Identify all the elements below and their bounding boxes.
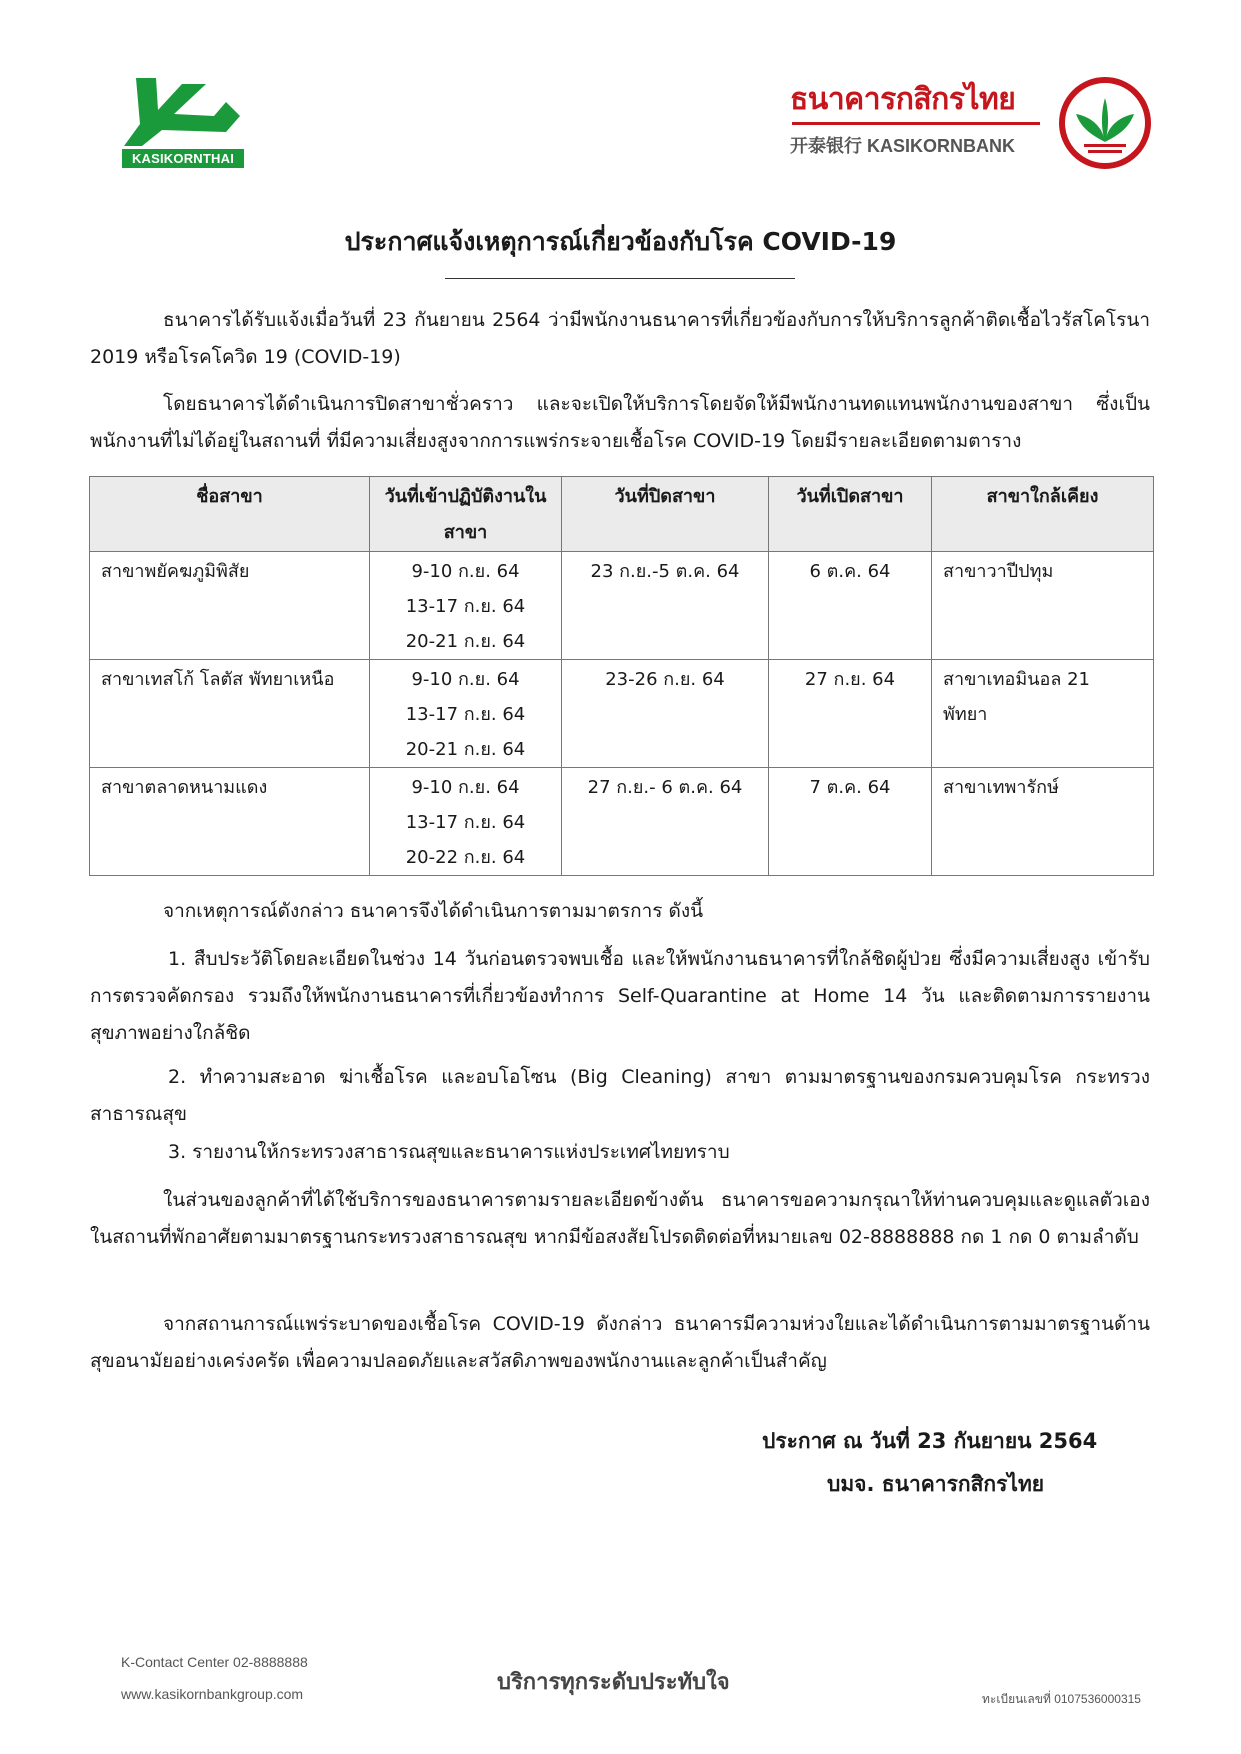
announcement-date: ประกาศ ณ วันที่ 23 กันยายน 2564: [762, 1429, 1098, 1453]
work-dates: [370, 768, 562, 876]
col-open-date: วันที่เปิดสาขา: [769, 477, 932, 552]
kbank-emblem-icon: [1058, 76, 1152, 170]
close-date: 23 ก.ย.-5 ต.ค. 64: [562, 552, 769, 660]
measure-item-2: 2. ทำความสะอาด ฆ่าเชื้อโรค และอบโอโซน (Big Cleaning) สาขา ตามมาตรฐานของกรมควบคุมโรค กระทรวงสาธารณสุข: [90, 1066, 1150, 1125]
bank-name-latin: KASIKORNBANK: [867, 136, 1016, 156]
slogan: บริการทุกระดับประทับใจ: [497, 1670, 730, 1695]
work-dates: [370, 660, 562, 768]
close-date: 27 ก.ย.- 6 ต.ค. 64: [562, 768, 769, 876]
contact-center: K-Contact Center 02-8888888: [121, 1654, 308, 1670]
table-row: [90, 552, 1154, 660]
measure-item-1: 1. สืบประวัติโดยละเอียดในช่วง 14 วันก่อนตรวจพบเชื้อ และให้พนักงานธนาคารที่ใกล้ชิดผู้ป่วย ซึ่งมีความเสี่ยงสูง เข้ารับการตรวจคัดกรอง รวมถึงให้พนักงานธนาคารที่เกี่ยวข้องทำการ Self-Quarantine at Home 14 วัน และติดตามการรายงานสุขภาพอย่างใกล้ชิด: [90, 948, 1150, 1044]
work-date: 13-17 ก.ย. 64: [405, 596, 526, 617]
k-mark-icon: [122, 76, 244, 148]
bank-name-en: [790, 132, 1015, 158]
paragraph-1: ธนาคารได้รับแจ้งเมื่อวันที่ 23 กันยายน 2564 ว่ามีพนักงานธนาคารที่เกี่ยวข้องกับการให้บริการลูกค้าติดเชื้อไวรัสโคโรนา 2019 หรือโรคโควิด 19 (COVID-19): [90, 309, 1150, 368]
website-link[interactable]: www.kasikornbankgroup.com: [121, 1686, 304, 1702]
branch-name: สาขาพยัคฆภูมิพิสัย: [90, 552, 370, 660]
work-date: 20-21 ก.ย. 64: [405, 631, 526, 652]
close-date: 23-26 ก.ย. 64: [562, 660, 769, 768]
nearby-branch: สาขาเทพารักษ์: [932, 768, 1154, 876]
work-dates: [370, 552, 562, 660]
work-date: 13-17 ก.ย. 64: [405, 812, 526, 833]
work-date: 9-10 ก.ย. 64: [411, 669, 520, 690]
bank-name-divider: [792, 122, 1040, 125]
branch-name: สาขาตลาดหนามแดง: [90, 768, 370, 876]
branch-name: สาขาเทสโก้ โลตัส พัทยาเหนือ: [90, 660, 370, 768]
col-work-dates: วันที่เข้าปฏิบัติงานในสาขา: [370, 477, 562, 552]
work-date: 9-10 ก.ย. 64: [411, 777, 520, 798]
open-date: 7 ต.ค. 64: [769, 768, 932, 876]
table-row: [90, 660, 1154, 768]
work-date: 9-10 ก.ย. 64: [411, 561, 520, 582]
col-branch-name: ชื่อสาขา: [90, 477, 370, 552]
kasikornthai-logo: [122, 76, 244, 168]
company-name: บมจ. ธนาคารกสิกรไทย: [827, 1472, 1045, 1496]
col-nearby-branch: สาขาใกล้เคียง: [932, 477, 1154, 552]
open-date: 27 ก.ย. 64: [769, 660, 932, 768]
work-date: 20-21 ก.ย. 64: [405, 739, 526, 760]
measure-item-3: 3. รายงานให้กระทรวงสาธารณสุขและธนาคารแห่งประเทศไทยทราบ: [168, 1141, 730, 1163]
paragraph-5: จากสถานการณ์แพร่ระบาดของเชื้อโรค COVID-19 ดังกล่าว ธนาคารมีความห่วงใยและได้ดำเนินการตามมาตรฐานด้านสุขอนามัยอย่างเคร่งครัด เพื่อความปลอดภัยและสวัสดิภาพของพนักงานและลูกค้าเป็นสำคัญ: [90, 1313, 1150, 1372]
kasikornthai-label: KASIKORNTHAI: [122, 149, 244, 168]
nearby-branch: สาขาเทอมินอล 21 พัทยา: [932, 660, 1154, 768]
title-underline: [445, 278, 795, 279]
paragraph-2: โดยธนาคารได้ดำเนินการปิดสาขาชั่วคราว และจะเปิดให้บริการโดยจัดให้มีพนักงานทดแทนพนักงานของสาขา ซึ่งเป็นพนักงานที่ไม่ได้อยู่ในสถานที่ ที่มีความเสี่ยงสูงจากการแพร่กระจายเชื้อโรค COVID-19 โดยมีรายละเอียดตามตาราง: [90, 393, 1150, 452]
kasikornbank-logo: [790, 76, 1160, 171]
paragraph-4: ในส่วนของลูกค้าที่ได้ใช้บริการของธนาคารตามรายละเอียดข้างต้น ธนาคารขอความกรุณาให้ท่านควบคุมและดูแลตัวเองในสถานที่พักอาศัยตามมาตรฐานกระทรวงสาธารณสุข หากมีข้อสงสัยโปรดติดต่อที่หมายเลข 02-8888888 กด 1 กด 0 ตามลำดับ: [90, 1189, 1150, 1248]
nearby-branch: สาขาวาปีปทุม: [932, 552, 1154, 660]
bank-name-th: ธนาคารกสิกรไทย: [790, 82, 1016, 117]
bank-name-cn: 开泰银行: [790, 136, 862, 156]
branch-table: [89, 476, 1154, 876]
registration-number: ทะเบียนเลขที่ 0107536000315: [982, 1692, 1141, 1706]
open-date: 6 ต.ค. 64: [769, 552, 932, 660]
paragraph-3: จากเหตุการณ์ดังกล่าว ธนาคารจึงได้ดำเนินการตามมาตรการ ดังนี้: [163, 900, 704, 922]
work-date: 20-22 ก.ย. 64: [405, 847, 526, 868]
col-close-date: วันที่ปิดสาขา: [562, 477, 769, 552]
work-date: 13-17 ก.ย. 64: [405, 704, 526, 725]
table-row: [90, 768, 1154, 876]
page-title: ประกาศแจ้งเหตุการณ์เกี่ยวข้องกับโรค COVID-19: [344, 227, 897, 256]
table-header-row: [90, 477, 1154, 552]
